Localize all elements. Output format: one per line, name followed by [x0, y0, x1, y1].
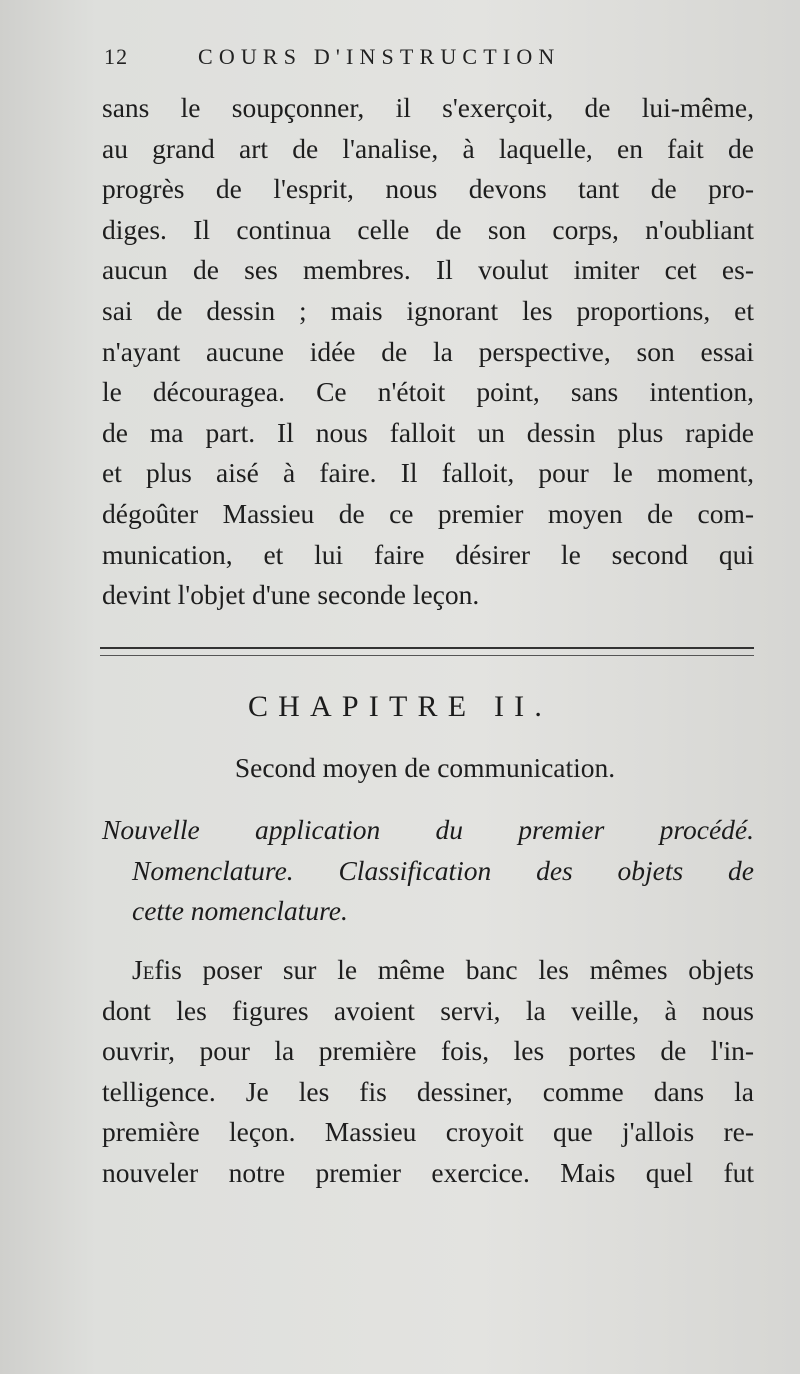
text-line — [102, 950, 754, 991]
section-divider — [100, 647, 754, 656]
text-line: devint l'objet d'une seconde leçon. — [102, 579, 480, 611]
chapter-heading: CHAPITRE II. — [247, 690, 553, 723]
text-line: n'ayant aucune idée de la perspective, son essai — [102, 335, 754, 367]
text-line: nouveler notre premier exercice. Mais quel fut — [102, 1156, 754, 1188]
text-line: progrès de l'esprit, nous devons tant de pro- — [102, 173, 754, 205]
text-line: de ma part. Il nous falloit un dessin plus rapide — [102, 416, 754, 448]
text-line: au grand art de l'analise, à laquelle, en fait de — [102, 132, 754, 164]
opening-word: Je — [132, 954, 155, 985]
text-line: première leçon. Massieu croyoit que j'allois re- — [102, 1116, 754, 1148]
text-line: diges. Il continua celle de son corps, n'oubliant — [102, 213, 754, 245]
text-line: sans le soupçonner, il s'exerçoit, de lui-même, — [102, 92, 754, 123]
summary-line: Nouvelle application du premier procédé. — [102, 814, 754, 845]
paragraph-1 — [102, 88, 754, 616]
text-line: aucun de ses membres. Il voulut imiter cet es- — [102, 254, 754, 286]
text-line: munication, et lui faire désirer le second qui — [102, 538, 754, 570]
running-title: COURS D'INSTRUCTION — [198, 44, 561, 69]
text-line: telligence. Je les fis dessiner, comme dans la — [102, 1075, 754, 1107]
text-line: ouvrir, pour la première fois, les portes de l'in- — [102, 1035, 754, 1067]
page-number: 12 — [104, 44, 129, 69]
text-line: et plus aisé à faire. Il falloit, pour le moment, — [102, 457, 754, 489]
summary-line: cette nomenclature. — [132, 895, 348, 927]
running-head — [104, 44, 704, 70]
summary-line: Nomenclature. Classification des objets de — [132, 854, 754, 886]
opening-line-rest: fis poser sur le même banc les mêmes objets — [154, 954, 754, 985]
text-line: le découragea. Ce n'étoit point, sans intention, — [102, 376, 754, 408]
chapter-subtitle: Second moyen de communication. — [234, 752, 616, 783]
paragraph-2 — [102, 950, 754, 1194]
text-line: dont les figures avoient servi, la veille, à nous — [102, 994, 754, 1026]
text-line: dégoûter Massieu de ce premier moyen de com- — [102, 497, 754, 529]
chapter-summary — [102, 810, 754, 932]
text-line: sai de dessin ; mais ignorant les proportions, et — [102, 294, 754, 326]
